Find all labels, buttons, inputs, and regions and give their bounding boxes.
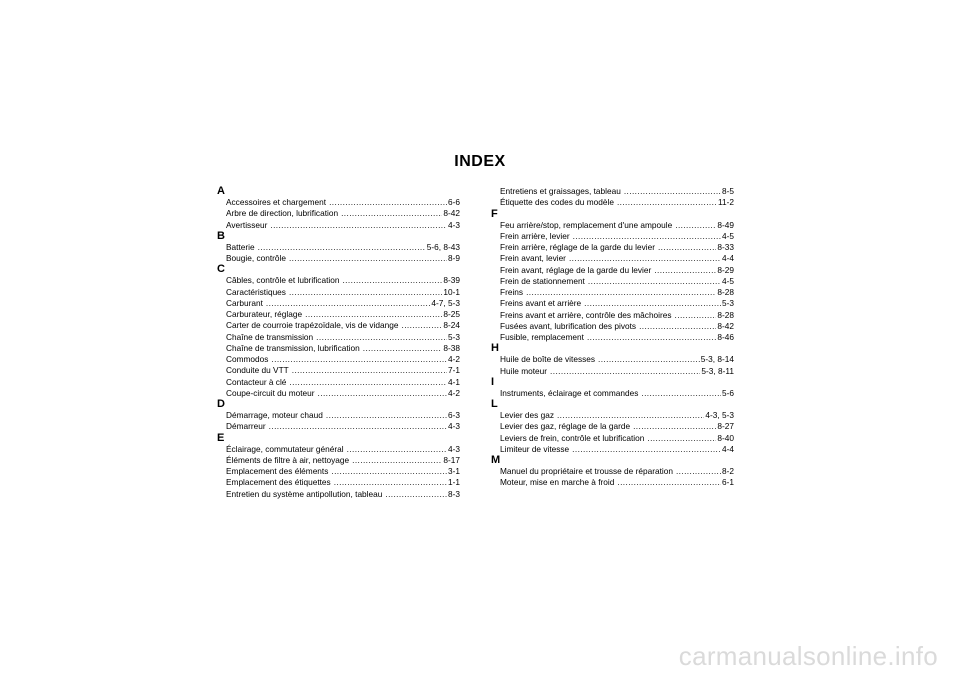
index-entry-page: 4-4 <box>722 443 734 454</box>
index-entry-page: 4-5 <box>722 230 734 241</box>
watermark-text: carmanualsonline.info <box>678 641 938 671</box>
index-letter-heading: D <box>217 398 225 410</box>
index-entry-page: 8-9 <box>448 253 460 263</box>
index-entry <box>491 253 734 264</box>
index-entry <box>217 287 460 298</box>
index-entry <box>491 366 734 377</box>
dot-leader <box>654 265 716 276</box>
index-letter-heading: I <box>491 375 495 388</box>
index-entry-page: 8-40 <box>717 432 734 443</box>
index-entry <box>217 377 460 388</box>
index-entry-text: Freins avant et arrière <box>500 298 582 309</box>
index-entry-page: 1-1 <box>448 477 460 488</box>
index-entry-text: Carburant <box>226 297 263 308</box>
index-entry-text: Freins avant et arrière, contrôle des mâchoires <box>500 309 672 320</box>
index-entry-text: Fusées avant, lubrification des pivots <box>500 320 637 331</box>
index-entry-text: Commodos <box>226 354 269 364</box>
index-entry-text: Emplacement des éléments <box>226 466 329 476</box>
index-entry-text: Éléments de filtre à air, nettoyage <box>226 454 350 465</box>
index-entry-text: Instruments, éclairage et commandes <box>500 387 639 398</box>
index-entry-page: 4-7, 5-3 <box>431 297 460 308</box>
index-entry-text: Contacteur à clé <box>226 376 287 387</box>
index-entry-text: Caractéristiques <box>226 286 286 297</box>
index-letter-heading: M <box>491 454 501 466</box>
index-entry <box>217 466 460 477</box>
dot-leader <box>675 310 717 321</box>
index-entry <box>491 231 734 242</box>
dot-leader <box>572 444 721 455</box>
index-entry-text: Carter de courroie trapézoïdale, vis de vidange <box>226 320 399 331</box>
index-letter-heading: C <box>217 263 225 276</box>
index-letter-heading: H <box>491 342 499 355</box>
dot-leader <box>305 309 442 320</box>
index-entry-page: 4-3 <box>448 219 460 230</box>
index-entry-page: 5-6 <box>722 387 734 398</box>
index-entry <box>217 343 460 354</box>
dot-leader <box>573 231 721 242</box>
index-entry-text: Frein arrière, réglage de la garde du levier <box>500 242 655 252</box>
index-entry-page: 5-3 <box>722 298 734 309</box>
index-entry <box>491 332 734 343</box>
index-entry <box>217 208 460 219</box>
index-entry-page: 7-1 <box>448 365 460 376</box>
index-entry-text: Frein avant, réglage de la garde du levier <box>500 264 652 275</box>
index-entry-text: Limiteur de vitesse <box>500 443 570 454</box>
index-entry <box>217 410 460 421</box>
index-entry-page: 6-6 <box>448 197 460 207</box>
index-entry-text: Démarreur <box>226 421 266 432</box>
index-entry <box>491 466 734 477</box>
index-entry-text: Feu arrière/stop, remplacement d'une ampoule <box>500 219 673 230</box>
index-entry <box>217 365 460 376</box>
dot-leader <box>569 253 721 264</box>
index-entry <box>491 186 734 197</box>
dot-leader <box>587 332 716 343</box>
index-entry-page: 6-1 <box>722 477 734 488</box>
index-entry-text: Leviers de frein, contrôle et lubrification <box>500 432 645 443</box>
dot-leader <box>588 276 721 287</box>
index-letter-heading: F <box>491 207 498 220</box>
index-entry-page: 5-6, 8-43 <box>426 241 460 252</box>
index-entry-page: 8-27 <box>717 421 734 432</box>
index-entry-text: Démarrage, moteur chaud <box>226 410 323 420</box>
index-entry <box>491 310 734 321</box>
index-entry-page: 5-3, 8-14 <box>700 354 734 365</box>
index-entry <box>491 477 734 488</box>
dot-leader <box>641 388 721 399</box>
index-entry-text: Manuel du propriétaire et trousse de réparation <box>500 466 673 476</box>
index-entry <box>217 477 460 488</box>
dot-leader <box>331 466 447 477</box>
index-entry <box>217 309 460 320</box>
dot-leader <box>271 354 447 365</box>
index-entry <box>217 242 460 253</box>
dot-leader <box>269 421 447 432</box>
index-entry-page: 8-33 <box>717 242 734 252</box>
index-entry-text: Huile moteur <box>500 365 548 376</box>
index-entry <box>217 421 460 432</box>
index-entry <box>217 354 460 365</box>
index-entry-text: Levier des gaz <box>500 410 554 420</box>
index-entry-page: 4-4 <box>722 253 734 264</box>
index-entry <box>217 220 460 231</box>
index-entry-page: 3-1 <box>448 466 460 476</box>
dot-leader <box>266 298 431 309</box>
index-letter-heading: A <box>217 185 225 197</box>
index-entry-text: Levier des gaz, réglage de la garde <box>500 421 631 432</box>
index-entry-text: Arbre de direction, lubrification <box>226 208 339 219</box>
dot-leader <box>329 197 447 208</box>
dot-leader <box>342 275 442 286</box>
index-entry <box>491 321 734 332</box>
index-entry-page: 8-5 <box>722 186 734 196</box>
index-entry <box>217 444 460 455</box>
dot-leader <box>289 253 447 264</box>
dot-leader <box>316 332 447 343</box>
index-entry-page: 8-42 <box>717 320 734 331</box>
index-entry-page: 10-1 <box>443 286 460 297</box>
index-entry-page: 8-49 <box>717 219 734 230</box>
dot-leader <box>347 444 447 455</box>
index-entry <box>217 253 460 264</box>
index-entry-page: 4-3 <box>448 443 460 454</box>
index-entry-page: 8-39 <box>443 275 460 286</box>
index-entry <box>491 287 734 298</box>
dot-leader <box>270 220 447 231</box>
index-entry-text: Accessoires et chargement <box>226 197 327 207</box>
dot-leader <box>617 197 717 208</box>
index-letter-heading: E <box>217 431 225 444</box>
dot-leader <box>526 287 716 298</box>
index-entry-page: 8-25 <box>443 309 460 319</box>
dot-leader <box>292 365 447 376</box>
index-entry <box>217 332 460 343</box>
index-entry-text: Emplacement des étiquettes <box>226 477 331 488</box>
index-entry <box>491 410 734 421</box>
index-entry-page: 8-28 <box>717 309 734 320</box>
index-column-left <box>217 186 460 500</box>
index-entry <box>491 444 734 455</box>
index-entry <box>491 298 734 309</box>
dot-leader <box>617 477 721 488</box>
dot-leader <box>289 287 442 298</box>
dot-leader <box>675 220 716 231</box>
index-entry-text: Frein avant, levier <box>500 253 566 264</box>
dot-leader <box>557 410 704 421</box>
index-entry <box>491 433 734 444</box>
index-entry <box>217 320 460 331</box>
index-entry-page: 5-3, 8-11 <box>701 365 734 376</box>
index-entry-text: Bougie, contrôle <box>226 253 286 263</box>
dot-leader <box>598 354 700 365</box>
index-entry-text: Frein arrière, levier <box>500 230 570 241</box>
index-entry-text: Étiquette des codes du modèle <box>500 197 614 208</box>
dot-leader <box>658 242 716 253</box>
index-entry-text: Conduite du VTT <box>226 365 289 376</box>
index-entry <box>491 197 734 208</box>
index-entry-text: Chaîne de transmission <box>226 331 314 342</box>
index-entry-page: 5-3 <box>448 331 460 342</box>
index-entry <box>491 220 734 231</box>
dot-leader <box>363 343 443 354</box>
index-entry-page: 8-3 <box>448 488 460 499</box>
dot-leader <box>318 388 447 399</box>
dot-leader <box>550 366 700 377</box>
index-entry-page: 8-38 <box>443 342 460 353</box>
index-entry-text: Moteur, mise en marche à froid <box>500 477 615 488</box>
index-entry <box>491 388 734 399</box>
index-entry-page: 6-3 <box>448 410 460 420</box>
index-entry-page: 4-2 <box>448 354 460 364</box>
index-entry-text: Coupe-circuit du moteur <box>226 387 315 398</box>
dot-leader <box>676 466 721 477</box>
index-entry <box>217 197 460 208</box>
index-entry-page: 8-46 <box>717 332 734 342</box>
index-entry-text: Éclairage, commutateur général <box>226 443 344 454</box>
index-entry-text: Fusible, remplacement <box>500 332 584 342</box>
page-title: INDEX <box>454 153 506 170</box>
index-entry-text: Chaîne de transmission, lubrification <box>226 342 360 353</box>
index-entry-text: Carburateur, réglage <box>226 309 303 319</box>
index-entry <box>217 298 460 309</box>
index-entry <box>491 242 734 253</box>
index-entry-page: 8-17 <box>443 454 460 465</box>
index-entry-page: 8-28 <box>717 287 734 297</box>
dot-leader <box>633 421 716 432</box>
index-entry-page: 8-24 <box>443 320 460 331</box>
index-entry <box>217 489 460 500</box>
index-entry-text: Avertisseur <box>226 219 268 230</box>
index-letter-heading: L <box>491 398 498 410</box>
index-entry-page: 8-2 <box>722 466 734 476</box>
index-entry <box>491 354 734 365</box>
index-entry-page: 4-2 <box>448 387 460 398</box>
index-entry-text: Câbles, contrôle et lubrification <box>226 275 340 286</box>
index-entry-page: 4-5 <box>722 275 734 286</box>
index-entry <box>217 275 460 286</box>
index-entry-text: Batterie <box>226 241 255 252</box>
index-entry-text: Frein de stationnement <box>500 275 585 286</box>
index-entry-text: Huile de boîte de vitesses <box>500 354 596 365</box>
index-entry <box>217 388 460 399</box>
index-letter-heading: B <box>217 229 225 242</box>
index-entry-page: 11-2 <box>718 197 734 208</box>
index-entry <box>491 276 734 287</box>
dot-leader <box>258 242 426 253</box>
index-entry <box>491 265 734 276</box>
dot-leader <box>341 208 442 219</box>
index-entry-page: 4-3, 5-3 <box>705 410 734 420</box>
index-entry <box>217 455 460 466</box>
index-entry-text: Entretien du système antipollution, tableau <box>226 488 383 499</box>
index-entry-text: Freins <box>500 287 524 297</box>
dot-leader <box>326 410 447 421</box>
dot-leader <box>385 489 447 500</box>
dot-leader <box>647 433 716 444</box>
dot-leader <box>334 477 447 488</box>
index-entry-page: 4-1 <box>448 376 460 387</box>
index-column-right <box>491 186 734 489</box>
index-entry-page: 4-3 <box>448 421 460 432</box>
dot-leader <box>624 186 721 197</box>
index-entry-page: 8-42 <box>443 208 460 219</box>
dot-leader <box>402 320 443 331</box>
index-entry <box>491 421 734 432</box>
dot-leader <box>584 298 721 309</box>
dot-leader <box>639 321 716 332</box>
dot-leader <box>289 377 447 388</box>
dot-leader <box>352 455 442 466</box>
index-entry-page: 8-29 <box>717 264 734 275</box>
index-entry-text: Entretiens et graissages, tableau <box>500 186 621 196</box>
